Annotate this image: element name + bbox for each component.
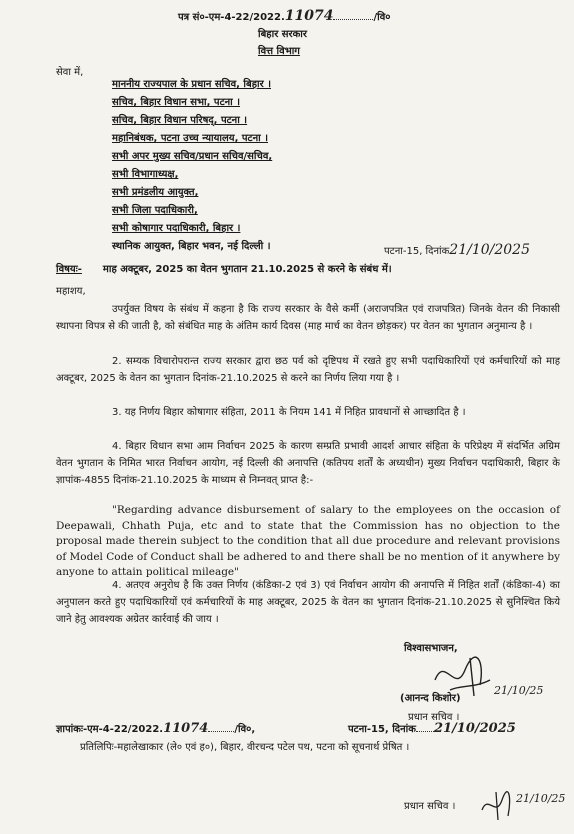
- date-handwritten: 21/10/2025: [449, 242, 530, 258]
- memo-number-prefix: ज्ञापांकः-एम-4-22/2022.: [56, 724, 164, 735]
- memo-number-suffix: /वि०,: [234, 724, 256, 735]
- letter-number-suffix: /वि०: [373, 12, 391, 23]
- department-name: वित्त विभाग: [258, 46, 300, 57]
- signature-initial-date: 21/10/25: [494, 684, 544, 697]
- date-prefix: पटना-15, दिनांक: [384, 246, 450, 257]
- letter-number-line: [178, 10, 391, 24]
- recipient-item: सभी विभागाध्यक्ष,: [112, 169, 179, 180]
- memo-number-line: [56, 722, 255, 736]
- signatory-name: (आनन्द किशोर): [400, 693, 461, 704]
- signatory-designation: प्रधान सचिव ।: [408, 712, 460, 723]
- memo-initial-date: 21/10/25: [516, 792, 566, 805]
- paragraph-4: 4. बिहार विधान सभा आम निर्वाचन 2025 के कारण सम्प्रति प्रभावी आदर्श आचार संहिता के परिप्रेक्ष्य में संदर्भित अग्रिम वेतन भुगतान के निमित भारत निर्वाचन आयोग, नई दिल्ली की अनापत्ति (कतिपय शर्तों के अध्यधीन) मुख्य निर्वाचन पदाधिकारी, बिहार के ज्ञापांक-4855 दिनांक-21.10.2025 के माध्यम से निम्नवत् प्राप्त है:-: [56, 441, 560, 486]
- copy-to-paragraph: प्रतिलिपिः-महालेखाकार (ले० एवं ह०), बिहार, वीरचन्द पटेल पथ, पटना को सूचनार्थ प्रेषित ।: [80, 742, 410, 753]
- govt-name: बिहार सरकार: [258, 29, 307, 40]
- memo-date-handwritten: 21/10/2025: [433, 721, 516, 736]
- letter-number-handwritten: 11074: [284, 8, 334, 24]
- recipient-item: माननीय राज्यपाल के प्रधान सचिव, बिहार ।: [112, 79, 271, 90]
- subject-text: माह अक्टूबर, 2025 का वेतन भुगतान 21.10.2025 से करने के संबंध में।: [102, 264, 392, 275]
- recipient-item: सचिव, बिहार विधान सभा, पटना ।: [112, 97, 241, 108]
- letter-number-prefix: पत्र सं०-एम-4-22/2022.: [178, 12, 285, 23]
- recipient-item: सभी जिला पदाधिकारी,: [112, 205, 198, 216]
- salutation: महाशय,: [56, 286, 86, 297]
- recipient-item: सभी कोषागार पदाधिकारी, बिहार ।: [112, 223, 241, 234]
- paragraph-3: 3. यह निर्णय बिहार कोषागार संहिता, 2011 के नियम 141 में निहित प्रावधानों से आच्छादित है ।: [112, 407, 466, 418]
- recipient-item: सभी प्रमंडलीय आयुक्त,: [112, 187, 199, 198]
- yours-faithfully: विश्वासभाजन,: [404, 643, 458, 654]
- paragraph-5: 4. अतएव अनुरोध है कि उक्त निर्णय (कंडिका-2 एवं 3) एवं निर्वाचन आयोग की अनापत्ति में निहित शर्तों (कंडिका-4) का अनुपालन करते हुए पदाधिकारियों एवं कर्मचारियों के माह अक्टूबर, 2025 के वेतन का भुगतान दिनांक-21.10.2025 से सुनिश्चित किये जाने हेतु आवश्यक अग्रेतर कार्रवाई की जाय ।: [56, 580, 560, 625]
- paragraph-1: उपर्युक्त विषय के संबंध में कहना है कि राज्य सरकार के वैसे कर्मी (अराजपत्रित एवं राजपत्रित) जिनके वेतन की निकासी स्थापना विपत्र से की जाती है, को संबंधित माह के अंतिम कार्य दिवस (माह मार्च का वेतन छोड़कर) पर वेतन का भुगतान अनुमान्य है ।: [56, 304, 560, 332]
- memo-date-line: [348, 722, 516, 736]
- subject-label: विषयः-: [56, 264, 82, 275]
- recipient-item: महानिबंधक, पटना उच्च न्यायालय, पटना ।: [112, 133, 268, 144]
- recipient-item: सचिव, बिहार विधान परिषद्, पटना ।: [112, 115, 248, 126]
- recipient-item: स्थानिक आयुक्त, बिहार भवन, नई दिल्ली ।: [112, 241, 271, 252]
- memo-place-date: पटना-15, दिनांक: [348, 724, 416, 735]
- signature-scribble-icon: [478, 788, 518, 822]
- recipient-item: सभी अपर मुख्य सचिव/प्रधान सचिव/सचिव,: [112, 151, 273, 162]
- to-label: सेवा में,: [56, 67, 84, 78]
- memo-designation: प्रधान सचिव ।: [404, 801, 456, 812]
- paragraph-2: 2. सम्यक विचारोपरान्त राज्य सरकार द्वारा छठ पर्व को दृष्टिपथ में रखते हुए सभी पदाधिकारियों एवं कर्मचारियों को माह अक्टूबर, 2025 के वेतन का भुगतान दिनांक-21.10.2025 से करने का निर्णय लिया गया है ।: [56, 356, 560, 384]
- date-line: [384, 244, 530, 258]
- subject-line: [56, 263, 392, 276]
- eci-quote: "Regarding advance disbursement of salary to the employees on the occasion of Deepawali, Chhath Puja, etc and to state that the Commission has no objection to the proposal made therein subject to the condition that all due procedure and relevant provisions of Model Code of Conduct shall be adhered to and there shall be no mention of it anywhere by anyone to attain political mileage": [56, 504, 560, 578]
- memo-number-handwritten: 11074: [163, 721, 209, 736]
